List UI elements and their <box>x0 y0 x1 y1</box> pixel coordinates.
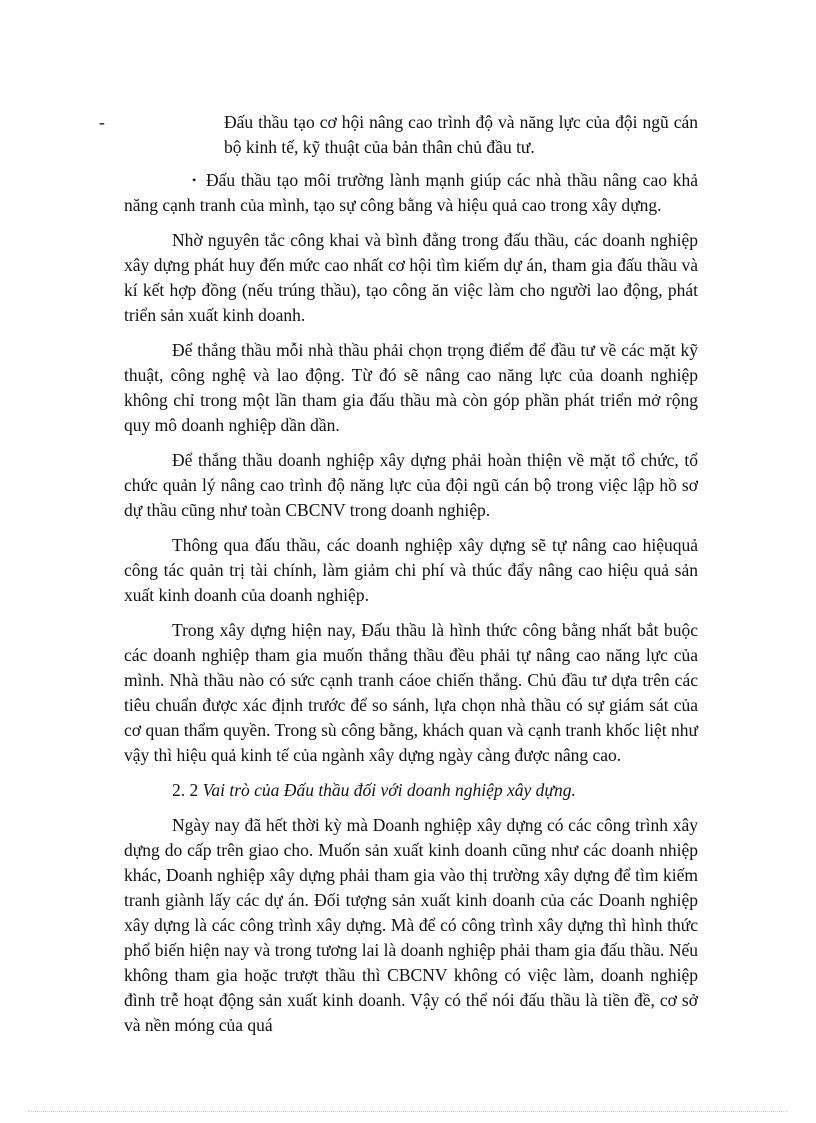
section-heading-number: 2. 2 <box>172 780 199 800</box>
paragraph: Để thắng thầu doanh nghiệp xây dựng phải hoàn thiện về mặt tổ chức, tổ chức quản lý nâng cao trình độ năng lực của đội ngũ cán bộ trong việc lập hồ sơ dự thầu cũng như toàn CBCNV trong doanh nghiệp. <box>124 450 698 520</box>
dash-list-item <box>99 110 698 160</box>
document-body <box>99 110 698 1048</box>
bullet-marker: • <box>192 173 197 187</box>
closing-paragraph: Ngày nay đã hết thời kỳ mà Doanh nghiệp xây dựng có các công trình xây dựng do cấp trên giao cho. Muốn sản xuất kinh doanh cũng như các doanh nhiệp khác, Doanh nghiệp xây dựng phải tham gia vào thị trường xây dựng để tìm kiếm tranh giành lấy các dự án. Đối tượng sản xuất kinh doanh của các Doanh nghiệp xây dựng là các công trình xây dựng. Mà để có công trình xây dựng thì hình thức phổ biến hiện nay và trong tương lai là doanh nghiệp phải tham gia đấu thầu. Nếu không tham gia hoặc trượt thầu thì CBCNV không có việc làm, doanh nghiệp đình trễ hoạt động sản xuất kinh doanh. Vậy có thể nói đấu thầu là tiền đề, cơ sở và nền móng của quá <box>124 815 698 1035</box>
dash-list-item-text: Đấu thầu tạo cơ hội nâng cao trình độ và năng lực của đội ngũ cán bộ kinh tế, kỹ thuật của bản thân chủ đầu tư. <box>224 112 698 157</box>
section-heading-title: Vai trò của Đấu thầu đối với doanh nghiệp xây dựng. <box>202 780 576 800</box>
page-bottom-divider <box>28 1111 788 1112</box>
bullet-list-item <box>124 168 698 218</box>
paragraph: Trong xây dựng hiện nay, Đấu thầu là hình thức công bằng nhất bắt buộc các doanh nghiệp tham gia muốn thắng thầu đều phải tự nâng cao năng lực của mình. Nhà thầu nào có sức cạnh tranh cáoe chiến thắng. Chủ đầu tư dựa trên các tiêu chuẩn được xác định trước để so sánh, lựa chọn nhà thầu có sự giám sát của cơ quan thẩm quyền. Trong sù công bằng, khách quan và cạnh tranh khốc liệt như vậy thì hiệu quả kinh tế của ngành xây dựng ngày càng được nâng cao. <box>124 620 698 765</box>
dash-list-item-wrapper <box>99 110 698 160</box>
paragraph: Thông qua đấu thầu, các doanh nghiệp xây dựng sẽ tự nâng cao hiệuquả công tác quản trị tài chính, làm giảm chi phí và thúc đẩy nâng cao hiệu quả sản xuất kinh doanh của doanh nghiệp. <box>124 535 698 605</box>
paragraph: Để thắng thầu mỗi nhà thầu phải chọn trọng điểm để đầu tư về các mặt kỹ thuật, công nghệ và lao động. Từ đó sẽ nâng cao năng lực của doanh nghiệp không chỉ trong một lần tham gia đấu thầu mà còn góp phần phát triển mở rộng quy mô doanh nghiệp dần dần. <box>124 340 698 435</box>
bullet-list-item-text: Đấu thầu tạo môi trường lành mạnh giúp các nhà thầu nâng cao khả năng cạnh tranh của mình, tạo sự công bằng và hiệu quả cao trong xây dựng. <box>124 170 698 215</box>
paragraph: Nhờ nguyên tắc công khai và bình đẳng trong đấu thầu, các doanh nghiệp xây dựng phát huy đến mức cao nhất cơ hội tìm kiếm dự án, tham gia đấu thầu và kí kết hợp đồng (nếu trúng thầu), tạo công ăn việc làm cho người lao động, phát triển sản xuất kinh doanh. <box>124 230 698 325</box>
dash-marker: - <box>99 112 105 132</box>
section-heading <box>124 778 698 803</box>
